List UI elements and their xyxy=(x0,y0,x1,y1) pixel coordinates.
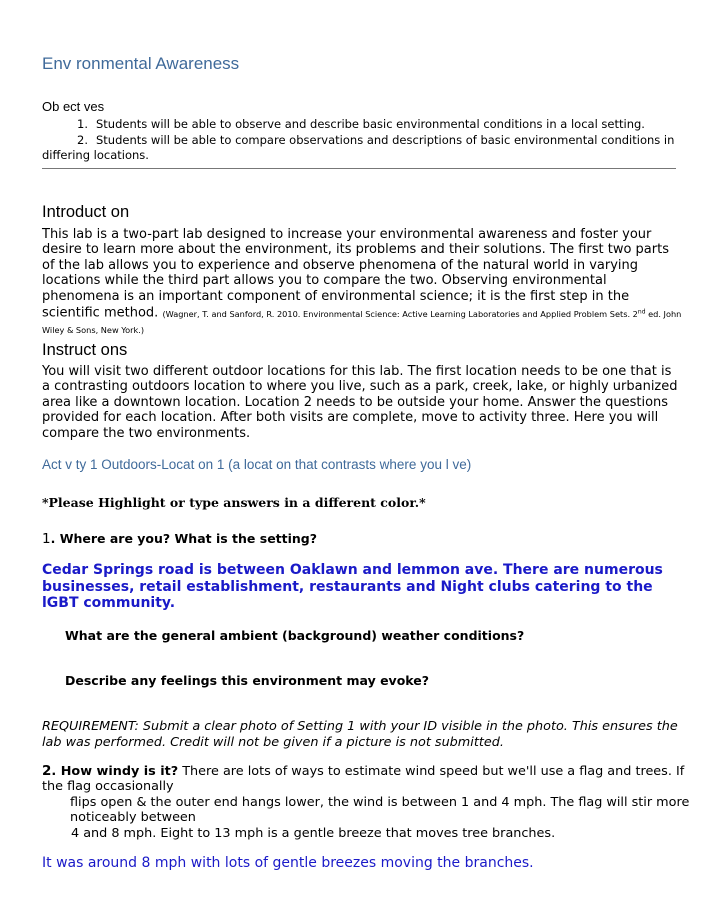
introduction-text: This lab is a two-part lab designed to increase your environmental awareness and foster your desire to learn more about the environment, its problems and their solutions. The first two parts of the lab allows you to experience and observe phenomena of the natural world in varying locations while the third part allows you to compare the two. Observing environmental phenomena is an important component of environmental science; it is the first step in the scientific method. xyxy=(42,227,669,321)
objective-number: 1. xyxy=(77,117,88,131)
question-2-line xyxy=(42,764,702,795)
question-label: . How windy is it? xyxy=(51,764,179,779)
question-feelings: Describe any feelings this environment may evoke? xyxy=(65,673,430,688)
answer-1[interactable]: Cedar Springs road is between Oaklawn and lemmon ave. There are numerous businesses, retail establishment, restaurants and Night clubs catering to the lGBT community. xyxy=(42,562,663,612)
question-2 xyxy=(42,764,702,841)
introduction-heading: Introduct on xyxy=(42,203,130,221)
objective-text: Students will be able to observe and describe basic environmental conditions in a local setting. xyxy=(96,117,645,131)
objective-item xyxy=(42,133,682,163)
question-number: 2 xyxy=(42,763,52,779)
objective-item xyxy=(42,117,645,132)
introduction-body xyxy=(42,227,682,339)
objective-number: 2. xyxy=(77,133,88,147)
citation-text: (Wagner, T. and Sanford, R. 2010. Environmental Science: Active Learning Laboratories and Applied Problem Sets. 2 xyxy=(162,308,638,319)
question-weather: What are the general ambient (background) weather conditions? xyxy=(65,628,525,643)
citation-text-end: ed. John Wiley & Sons, New York.) xyxy=(42,308,682,336)
instructions-body: You will visit two different outdoor locations for this lab. The first location needs to be one that is a contrasting outdoors location to where you live, such as a park, creek, lake, or highly urbanized area like a downtown location. Location 2 needs to be outside your home. Answer the questions provided for each location. After both visits are complete, move to activity three. Here you will compare the two environments. xyxy=(42,364,678,441)
question-text: There are lots of ways to estimate wind speed but we'll use a flag and trees. If the flag occasionally xyxy=(42,764,685,795)
objective-text: Students will be able to compare observations and descriptions of basic environmental conditions in differing locations. xyxy=(42,133,675,162)
question-2-line: flips open & the outer end hangs lower, the wind is between 1 and 4 mph. The flag will stir more noticeably between xyxy=(70,794,690,826)
page-title: Env ronmental Awareness xyxy=(42,54,240,73)
question-2-line: 4 and 8 mph. Eight to 13 mph is a gentle breeze that moves tree branches. xyxy=(71,825,556,841)
instructions-heading: Instruct ons xyxy=(42,341,128,359)
activity-heading: Act v ty 1 Outdoors-Locat on 1 (a locat on that contrasts where you l ve) xyxy=(42,457,472,472)
question-number: 1 xyxy=(42,531,51,547)
divider xyxy=(42,168,676,169)
highlight-note: *Please Highlight or type answers in a different color.* xyxy=(42,495,426,510)
question-1 xyxy=(42,531,317,547)
requirement-note: REQUIREMENT: Submit a clear photo of Setting 1 with your ID visible in the photo. This ensures the lab was performed. Credit will not be given if a picture is not submitted. xyxy=(42,719,678,750)
question-text: . Where are you? What is the setting? xyxy=(50,531,317,546)
answer-2[interactable]: It was around 8 mph with lots of gentle breezes moving the branches. xyxy=(42,855,534,871)
objectives-label: Ob ect ves xyxy=(42,99,105,114)
citation-superscript: nd xyxy=(637,308,646,316)
